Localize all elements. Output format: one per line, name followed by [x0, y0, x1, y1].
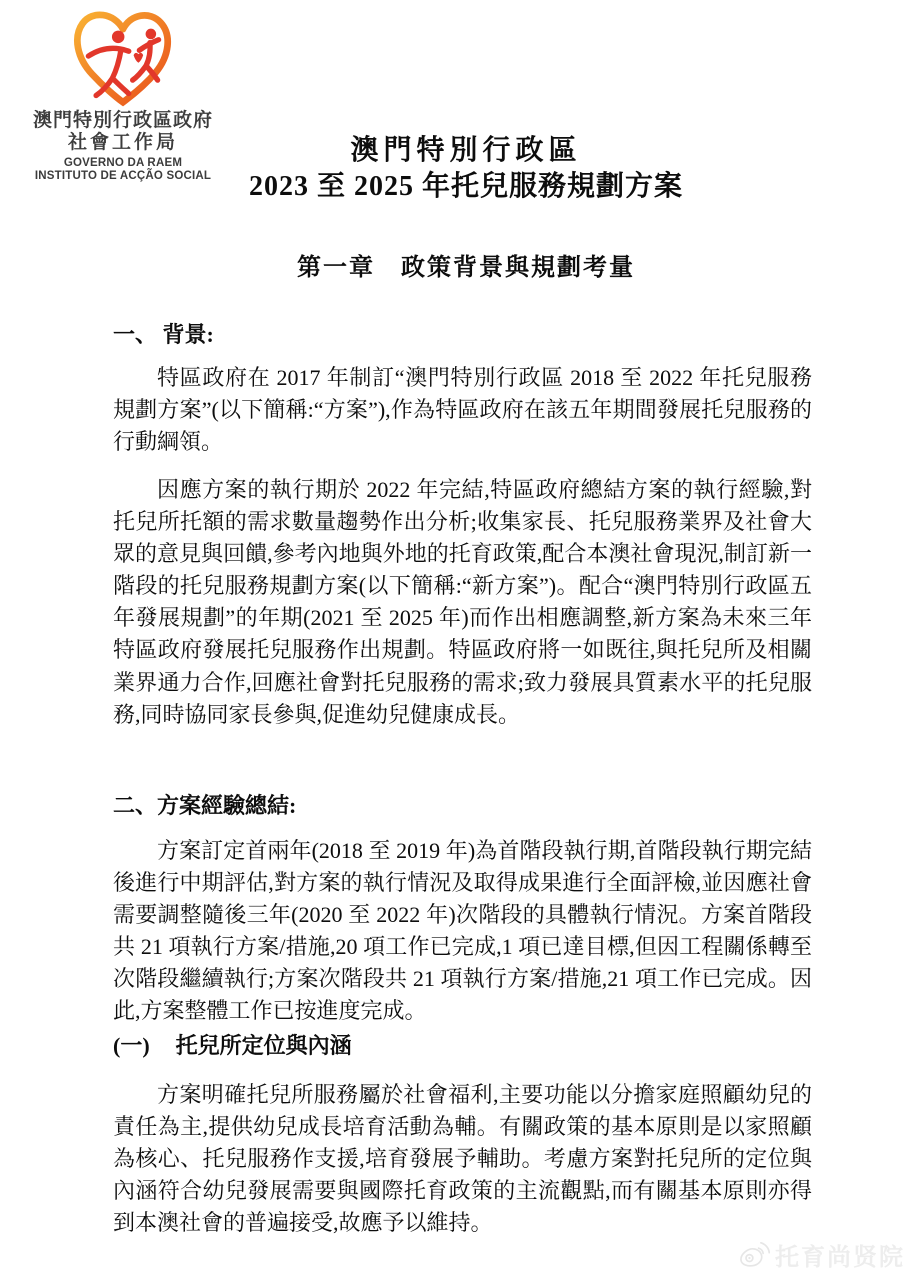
- section-1-paragraph-1: 特區政府在 2017 年制訂“澳門特別行政區 2018 至 2022 年托兒服務規劃方案”(以下簡稱:“方案”),作為特區政府在該五年期間發展托兒服務的行動綱領。: [113, 365, 812, 455]
- ias-heart-logo-icon: [70, 8, 176, 108]
- org-dept-zh: 社會工作局: [67, 132, 178, 153]
- subsection-1-title: 托兒所定位與內涵: [175, 1033, 352, 1058]
- section-2-paragraph-1: 方案訂定首兩年(2018 至 2019 年)為首階段執行期,首階段執行期完結後進行中期評估,對方案的執行情況及取得成果進行全面評檢,並因應社會需要調整隨後三年(2020 至 2022 年)次階段的具體執行情況。方案首階段共 21 項執行方案/措施,20 項工作已完成,1 項已達目標,但因工程關係轉至次階段繼續執行;方案次階段共 21 項執行方案/措施,21 項工作已完成。因此,方案整體工作已按進度完成。: [113, 838, 812, 1024]
- subsection-1-paragraph-1: 方案明確托兒所服務屬於社會福利,主要功能以分擔家庭照顧幼兒的責任為主,提供幼兒成長培育活動為輔。有關政策的基本原則是以家照顧為核心、托兒服務作支援,培育發展予輔助。考慮方案對托兒所的定位與內涵符合幼兒發展需要與國際托育政策的主流觀點,而有關基本原則亦得到本澳社會的普遍接受,故應予以維持。: [113, 1082, 812, 1236]
- subsection-1-number: (一): [113, 1033, 150, 1058]
- org-name-zh: 澳門特別行政區政府: [32, 110, 213, 131]
- section-2-heading: 二、方案經驗總結:: [113, 793, 297, 818]
- document-title-line1: 澳門特別行政區: [350, 135, 582, 166]
- watermark: [738, 1237, 905, 1272]
- section-1-heading: 一、 背景:: [113, 322, 214, 347]
- org-institute-pt: INSTITUTO DE ACÇÃO SOCIAL: [34, 170, 212, 182]
- section-1-paragraph-2: 因應方案的執行期於 2022 年完結,特區政府總結方案的執行經驗,對托兒所托額的需求數量趨勢作出分析;收集家長、托兒服務業界及社會大眾的意見與回饋,參考內地與外地的托育政策,配合本澳社會現況,制訂新一階段的托兒服務規劃方案(以下簡稱:“新方案”)。配合“澳門特別行政區五年發展規劃”的年期(2021 至 2025 年)而作出相應調整,新方案為未來三年特區政府發展托兒服務作出規劃。特區政府將一如既往,與托兒所及相關業界通力合作,回應社會對托兒服務的需求;致力發展具質素水平的托兒服務,同時協同家長參與,促進幼兒健康成長。: [113, 477, 812, 727]
- weibo-icon: [738, 1240, 770, 1270]
- watermark-text: 托育尚贤院: [775, 1244, 905, 1271]
- document-title-line2: 2023 至 2025 年托兒服務規劃方案: [248, 171, 683, 202]
- org-name-pt: GOVERNO DA RAEM: [63, 157, 183, 169]
- chapter-heading: 第一章 政策背景與規劃考量: [297, 255, 635, 281]
- subsection-1-heading: [113, 1033, 813, 1059]
- document-title: [110, 133, 822, 205]
